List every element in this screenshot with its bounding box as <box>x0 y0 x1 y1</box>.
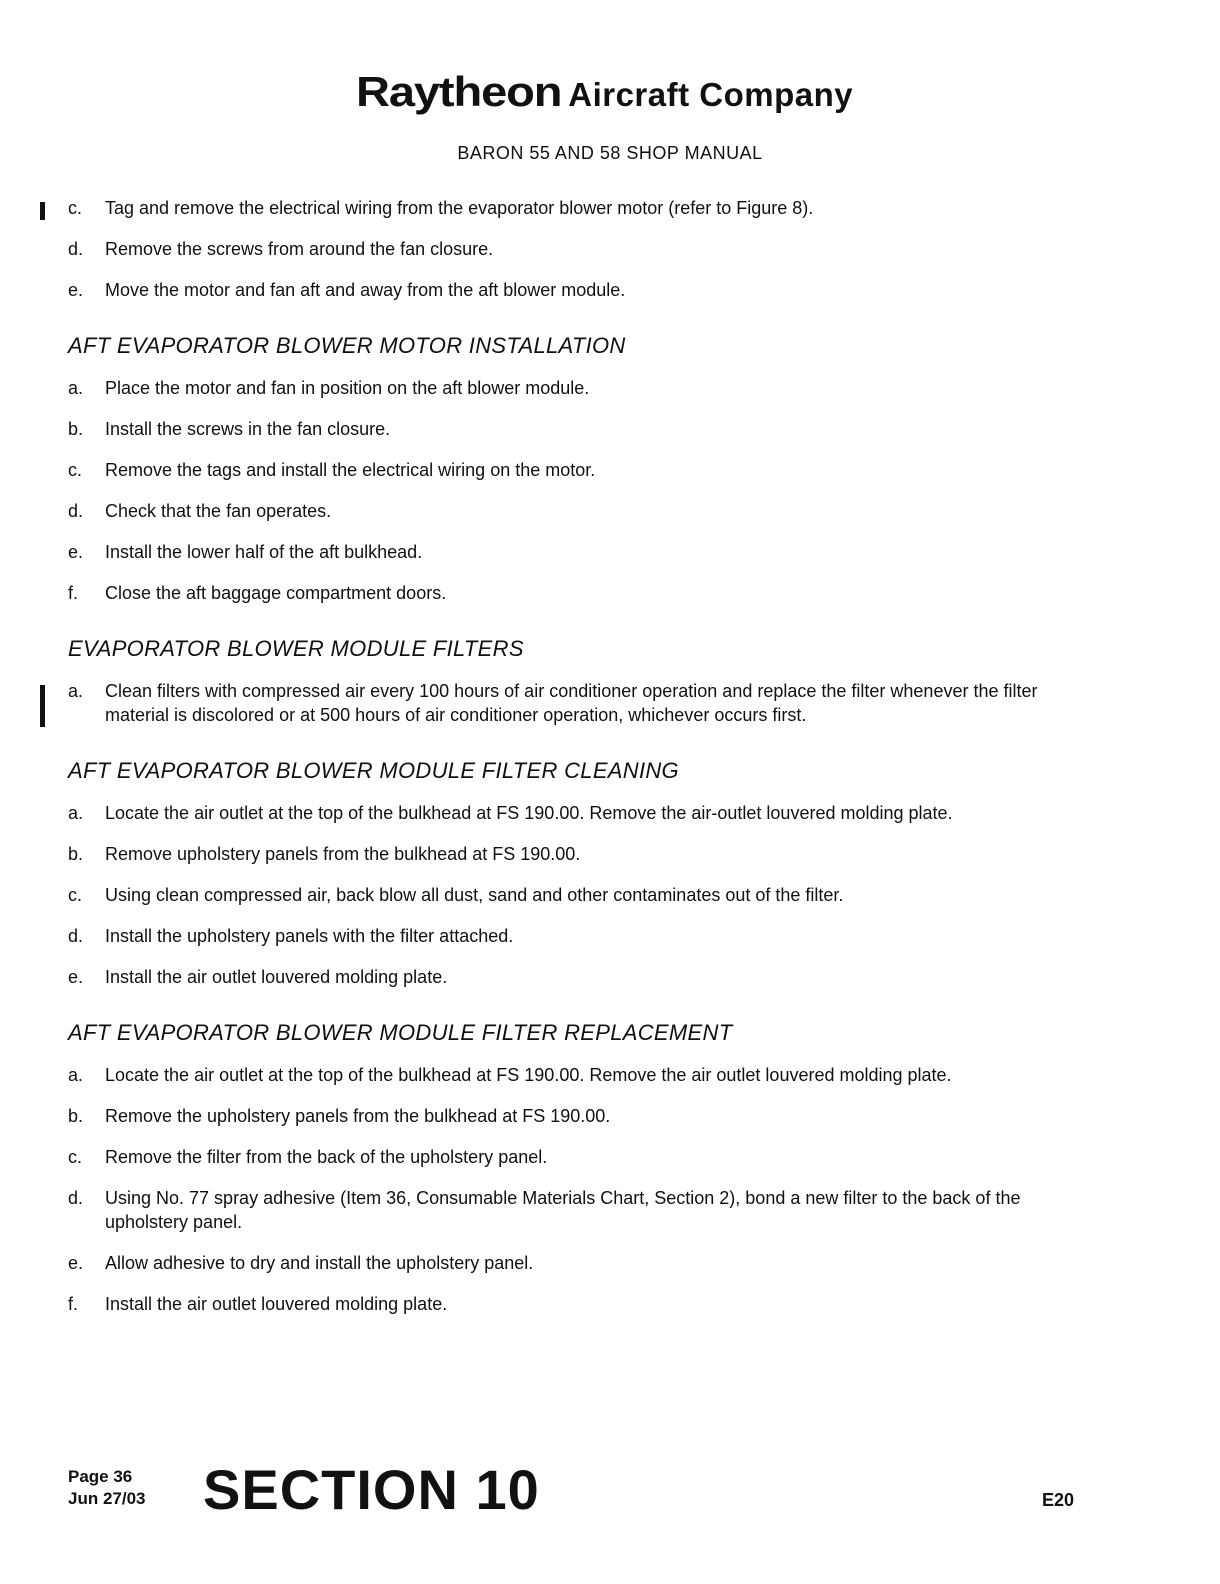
section-heading: AFT EVAPORATOR BLOWER MOTOR INSTALLATION <box>68 333 626 358</box>
step-letter: d. <box>68 239 84 259</box>
page-body <box>0 196 1220 1333</box>
intro-steps <box>0 196 1220 302</box>
brand-logo <box>0 64 1220 123</box>
step-text: Remove upholstery panels from the bulkhead at FS 190.00. <box>105 844 581 864</box>
section-steps <box>0 679 1220 727</box>
step-letter: d. <box>68 926 84 946</box>
step-text: Remove the tags and install the electrical wiring on the motor. <box>105 460 596 480</box>
section-heading: AFT EVAPORATOR BLOWER MODULE FILTER CLEANING <box>68 758 679 783</box>
revision-bar <box>40 202 45 220</box>
step-text: Check that the fan operates. <box>105 501 332 521</box>
page-code: E20 <box>1042 1490 1075 1510</box>
list-item <box>0 1186 1220 1234</box>
step-text: Install the air outlet louvered molding plate. <box>105 1294 448 1314</box>
step-text: Allow adhesive to dry and install the upholstery panel. <box>105 1253 534 1273</box>
section-heading: EVAPORATOR BLOWER MODULE FILTERS <box>68 636 524 661</box>
section-steps <box>0 376 1220 605</box>
list-item <box>0 581 1220 605</box>
list-item <box>0 376 1220 400</box>
list-item <box>0 842 1220 866</box>
list-item <box>0 196 1220 220</box>
section-label: SECTION 10 <box>203 1458 540 1521</box>
step-letter: e. <box>68 967 84 987</box>
step-letter: c. <box>68 1147 83 1167</box>
step-letter: c. <box>68 885 83 905</box>
step-letter: c. <box>68 460 83 480</box>
list-item <box>0 499 1220 523</box>
page-number: Page 36 <box>68 1467 133 1486</box>
list-item <box>0 679 1220 727</box>
step-text: Install the lower half of the aft bulkhead. <box>105 542 423 562</box>
step-letter: a. <box>68 681 84 701</box>
section-steps <box>0 1063 1220 1316</box>
step-text: Move the motor and fan aft and away from the aft blower module. <box>105 280 626 300</box>
step-letter: b. <box>68 844 84 864</box>
step-text: Clean filters with compressed air every 100 hours of air conditioner operation and replace the filter whenever the filter material is discolored or at 500 hours of air conditioner operation, whichever occurs first. <box>105 681 1038 725</box>
step-letter: e. <box>68 1253 84 1273</box>
list-item <box>0 278 1220 302</box>
list-item <box>0 417 1220 441</box>
list-item <box>0 1145 1220 1169</box>
page-header <box>0 64 1220 164</box>
step-text: Install the upholstery panels with the filter attached. <box>105 926 514 946</box>
list-item <box>0 458 1220 482</box>
step-letter: f. <box>68 1294 79 1314</box>
revision-bar <box>40 685 45 727</box>
manual-title: BARON 55 AND 58 SHOP MANUAL <box>457 143 763 163</box>
step-letter: d. <box>68 1188 84 1208</box>
step-text: Tag and remove the electrical wiring from the evaporator blower motor (refer to Figure 8). <box>105 198 814 218</box>
step-letter: a. <box>68 1065 84 1085</box>
step-letter: e. <box>68 542 84 562</box>
section-heading: AFT EVAPORATOR BLOWER MODULE FILTER REPLACEMENT <box>68 1020 733 1045</box>
list-item <box>0 1104 1220 1128</box>
list-item <box>0 924 1220 948</box>
step-text: Locate the air outlet at the top of the bulkhead at FS 190.00. Remove the air-outlet louvered molding plate. <box>105 803 953 823</box>
list-item <box>0 883 1220 907</box>
step-letter: b. <box>68 1106 84 1126</box>
step-text: Place the motor and fan in position on the aft blower module. <box>105 378 590 398</box>
step-text: Using No. 77 spray adhesive (Item 36, Consumable Materials Chart, Section 2), bond a new filter to the back of the upholstery panel. <box>105 1188 1021 1232</box>
brand-logo-text: Aircraft Company <box>568 76 854 113</box>
step-text: Using clean compressed air, back blow all dust, sand and other contaminates out of the filter. <box>105 885 844 905</box>
step-letter: d. <box>68 501 84 521</box>
step-text: Locate the air outlet at the top of the bulkhead at FS 190.00. Remove the air outlet louvered molding plate. <box>105 1065 952 1085</box>
page-info <box>68 1466 146 1510</box>
step-text: Install the screws in the fan closure. <box>105 419 391 439</box>
step-letter: a. <box>68 803 84 823</box>
step-text: Remove the upholstery panels from the bulkhead at FS 190.00. <box>105 1106 611 1126</box>
step-text: Remove the screws from around the fan closure. <box>105 239 494 259</box>
section-steps <box>0 801 1220 989</box>
list-item <box>0 801 1220 825</box>
list-item <box>0 965 1220 989</box>
step-letter: a. <box>68 378 84 398</box>
step-letter: f. <box>68 583 79 603</box>
revision-date: Jun 27/03 <box>68 1489 146 1508</box>
list-item <box>0 1251 1220 1275</box>
brand-logo-wordmark: Raytheon <box>355 68 562 115</box>
list-item <box>0 237 1220 261</box>
list-item <box>0 1063 1220 1087</box>
step-letter: b. <box>68 419 84 439</box>
step-text: Install the air outlet louvered molding plate. <box>105 967 448 987</box>
list-item <box>0 540 1220 564</box>
step-letter: e. <box>68 280 84 300</box>
page-footer <box>0 1458 1220 1528</box>
step-text: Close the aft baggage compartment doors. <box>105 583 447 603</box>
list-item <box>0 1292 1220 1316</box>
step-letter: c. <box>68 198 83 218</box>
step-text: Remove the filter from the back of the upholstery panel. <box>105 1147 548 1167</box>
